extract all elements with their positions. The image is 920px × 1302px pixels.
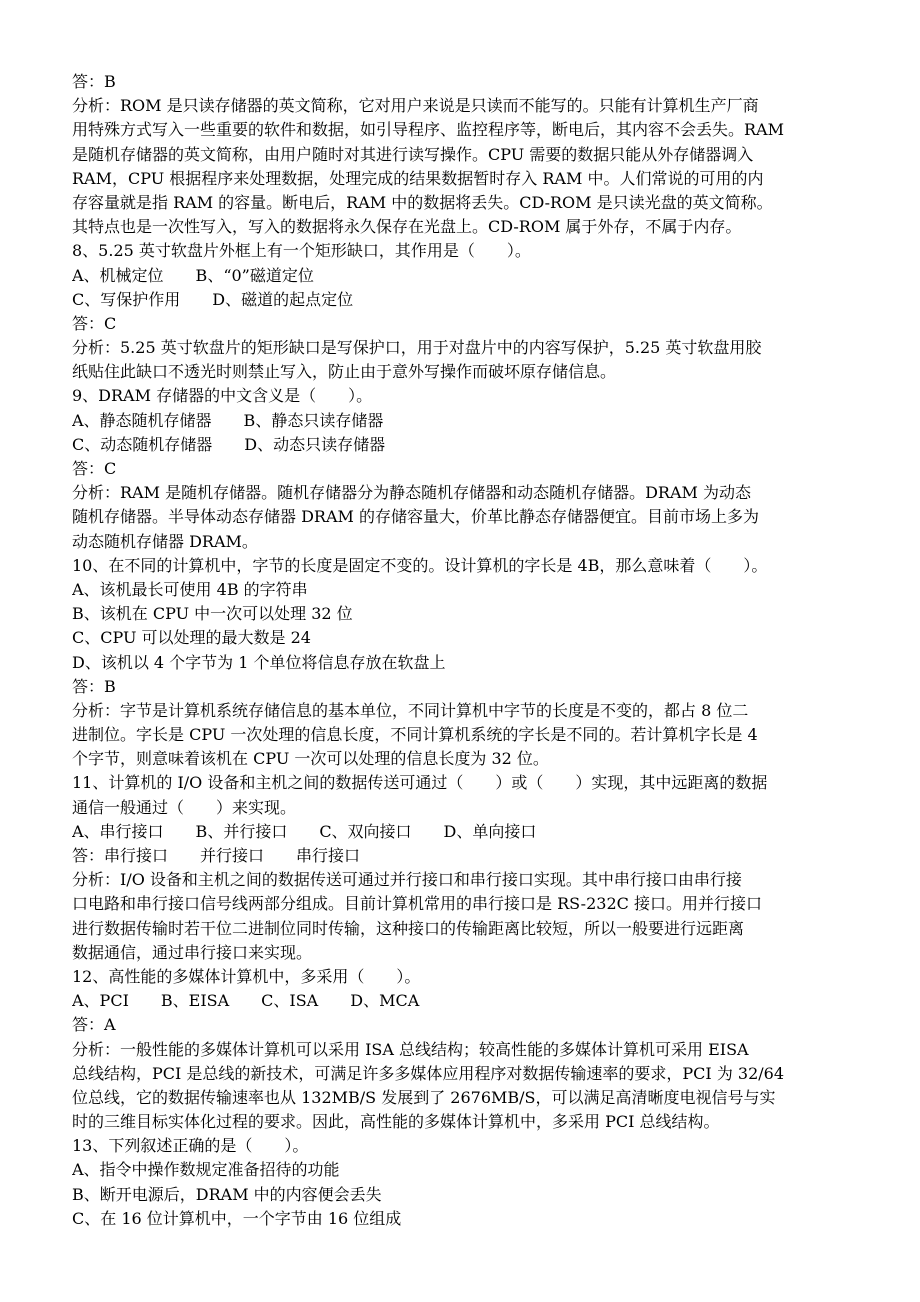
text-line: RAM，CPU 根据程序来处理数据，处理完成的结果数据暂时存入 RAM 中。人们常说的可用的内 <box>72 168 764 188</box>
text-line: 9、DRAM 存储器的中文含义是（ ）。 <box>72 386 373 406</box>
text-line: 11、计算机的 I/O 设备和主机之间的数据传送可通过（ ）或（ ）实现，其中远距离的数据 <box>72 773 768 793</box>
text-line: C、在 16 位计算机中，一个字节由 16 位组成 <box>72 1208 402 1228</box>
text-line: 答：C <box>72 459 117 478</box>
text-line: C、动态随机存储器 D、动态只读存储器 <box>72 434 386 454</box>
text-line: 10、在不同的计算机中，字节的长度是固定不变的。设计算机的字长是 4B，那么意味着（ ）。 <box>72 555 768 575</box>
text-line: B、断开电源后，DRAM 中的内容便会丢失 <box>72 1184 382 1204</box>
text-line: 答：B <box>72 676 116 696</box>
text-line: 答：A <box>72 1015 116 1035</box>
text-line: 通信一般通过（ ）来实现。 <box>72 797 297 817</box>
text-line: 分析：一般性能的多媒体计算机可以采用 ISA 总线结构；较高性能的多媒体计算机可采用 EISA <box>72 1039 749 1059</box>
text-line: 口电路和串行接口信号线两部分组成。目前计算机常用的串行接口是 RS-232C 接口。用并行接口 <box>72 894 762 914</box>
text-line: 位总线，它的数据传输速率也从 132MB/S 发展到了 2676MB/S，可以满足高清晰度电视信号与实 <box>72 1087 776 1107</box>
text-line: 时的三维目标实体化过程的要求。因此，高性能的多媒体计算机中，多采用 PCI 总线结构。 <box>72 1112 720 1132</box>
text-line: 8、5.25 英寸软盘片外框上有一个矩形缺口，其作用是（ ）。 <box>72 241 531 261</box>
text-line: 13、下列叙述正确的是（ ）。 <box>72 1136 309 1156</box>
text-line: 分析：5.25 英寸软盘片的矩形缺口是写保护口，用于对盘片中的内容写保护，5.25 英寸软盘用胶 <box>72 338 762 358</box>
text-line: 分析：I/O 设备和主机之间的数据传送可通过并行接口和串行接口实现。其中串行接口由串行接 <box>72 870 742 890</box>
text-line: 答：C <box>72 313 117 333</box>
text-line: 答：B <box>72 72 116 91</box>
text-line: 进行数据传输时若干位二进制位同时传输，这种接口的传输距离比较短，所以一般要进行远距离 <box>72 918 745 938</box>
text-line: 存容量就是指 RAM 的容量。断电后，RAM 中的数据将丢失。CD-ROM 是只读光盘的英文简称。 <box>72 192 773 212</box>
text-line: 分析：ROM 是只读存储器的英文简称，它对用户来说是只读而不能写的。只能有计算机生产厂商 <box>72 96 759 116</box>
text-line: 分析：字节是计算机系统存储信息的基本单位，不同计算机中字节的长度是不变的，都占 8 位二 <box>72 700 749 720</box>
document-page <box>72 70 852 1231</box>
text-line: 12、高性能的多媒体计算机中，多采用（ ）。 <box>72 966 421 986</box>
text-line: 总线结构，PCI 是总线的新技术，可满足许多多媒体应用程序对数据传输速率的要求，PCI 为 32/64 <box>72 1063 785 1083</box>
text-line: C、CPU 可以处理的最大数是 24 <box>72 628 311 648</box>
text-line: A、PCI B、EISA C、ISA D、MCA <box>72 991 420 1011</box>
text-line: 进制位。字长是 CPU 一次处理的信息长度，不同计算机系统的字长是不同的。若计算机字长是 4 <box>72 725 758 745</box>
text-line: 个字节，则意味着该机在 CPU 一次可以处理的信息长度为 32 位。 <box>72 749 549 769</box>
text-line: C、写保护作用 D、磁道的起点定位 <box>72 289 354 309</box>
text-line: 用特殊方式写入一些重要的软件和数据，如引导程序、监控程序等，断电后，其内容不会丢失。RAM <box>72 120 784 140</box>
text-line: A、指令中操作数规定准备招待的功能 <box>72 1160 340 1180</box>
text-line: 其特点也是一次性写入，写入的数据将永久保存在光盘上。CD-ROM 属于外存，不属于内存。 <box>72 217 742 237</box>
text-line: D、该机以 4 个字节为 1 个单位将信息存放在软盘上 <box>72 652 446 672</box>
text-line: B、该机在 CPU 中一次可以处理 32 位 <box>72 604 353 624</box>
text-line: 数据通信，通过串行接口来实现。 <box>72 942 313 962</box>
text-line: 纸贴住此缺口不透光时则禁止写入，防止由于意外写操作而破坏原存储信息。 <box>72 362 617 382</box>
text-line: 动态随机存储器 DRAM。 <box>72 531 258 551</box>
text-line: A、机械定位 B、“0”磁道定位 <box>72 265 314 285</box>
text-line: 随机存储器。半导体动态存储器 DRAM 的存储容量大，价革比静态存储器便宜。目前市场上多为 <box>72 507 759 527</box>
text-line: A、静态随机存储器 B、静态只读存储器 <box>72 410 384 430</box>
text-line: A、串行接口 B、并行接口 C、双向接口 D、单向接口 <box>72 821 537 841</box>
text-line: 是随机存储器的英文简称，由用户随时对其进行读写操作。CPU 需要的数据只能从外存储器调入 <box>72 144 754 164</box>
text-line: 答：串行接口 并行接口 串行接口 <box>72 846 361 865</box>
text-line: 分析：RAM 是随机存储器。随机存储器分为静态随机存储器和动态随机存储器。DRAM 为动态 <box>72 483 751 503</box>
text-line: A、该机最长可使用 4B 的字符串 <box>72 579 308 599</box>
